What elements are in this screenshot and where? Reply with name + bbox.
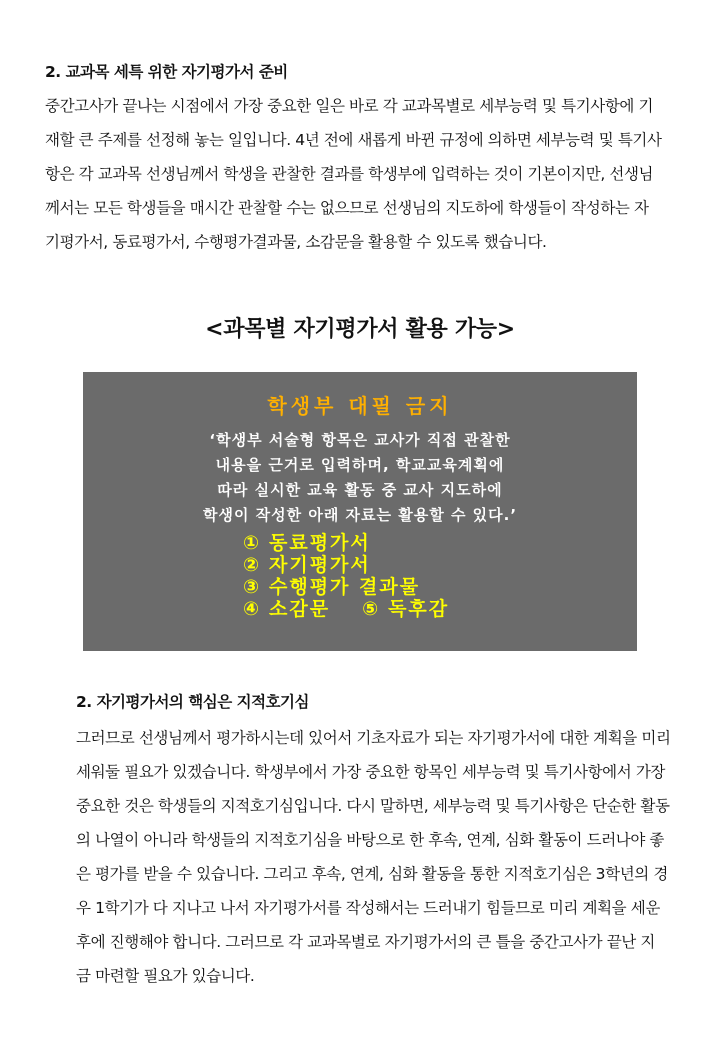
slide-item: [243, 576, 449, 598]
item-number: ②: [243, 554, 262, 576]
paragraph-line: 금 마련할 필요가 있습니다.: [76, 967, 255, 985]
item-label: 소감문: [269, 598, 331, 620]
slide-item: [243, 554, 449, 576]
figure-caption: <과목별 자기평가서 활용 가능>: [205, 317, 515, 342]
paragraph-line: 후에 진행해야 합니다. 그러므로 각 교과목별로 자기평가서의 큰 틀을 중간고사가 끝난 지: [76, 933, 655, 951]
item-number: ④: [243, 598, 262, 620]
slide-title: 학생부 대필 금지: [267, 394, 453, 418]
paragraph-line: 중간고사가 끝나는 시점에서 가장 중요한 일은 바로 각 교과목별로 세부능력 및 특기사항에 기: [45, 97, 654, 115]
section-2-heading: 2. 자기평가서의 핵심은 지적호기심: [76, 693, 309, 711]
paragraph-line: 항은 각 교과목 선생님께서 학생을 관찰한 결과를 학생부에 입력하는 것이 기본이지만, 선생님: [45, 165, 654, 183]
quote-line: 학생이 작성한 아래 자료는 활용할 수 있다.’: [202, 506, 518, 524]
section-1-heading: 2. 교과목 세특 위한 자기평가서 준비: [45, 63, 288, 81]
quote-line: 내용을 근거로 입력하며, 학교교육계획에: [215, 456, 505, 474]
paragraph-line: 세워둘 필요가 있겠습니다. 학생부에서 가장 중요한 항목인 세부능력 및 특기사항에서 가장: [76, 763, 666, 781]
item-label: 독후감: [388, 598, 450, 620]
item-label: 자기평가서: [269, 554, 371, 576]
paragraph-line: 그러므로 선생님께서 평가하시는데 있어서 기초자료가 되는 자기평가서에 대한 계획을 미리: [76, 729, 671, 747]
item-label: 동료평가서: [269, 532, 371, 554]
paragraph-line: 우 1학기가 다 지나고 나서 자기평가서를 작성해서는 드러내기 힘들므로 미리 계획을 세운: [76, 899, 660, 917]
quote-line: 따라 실시한 교육 활동 중 교사 지도하에: [217, 481, 503, 499]
paragraph-line: 기평가서, 동료평가서, 수행평가결과물, 소감문을 활용할 수 있도록 했습니다.: [45, 233, 547, 251]
quote-line: ‘학생부 서술형 항목은 교사가 직접 관찰한: [209, 431, 511, 449]
item-label: 수행평가 결과물: [269, 576, 421, 598]
paragraph-line: 은 평가를 받을 수 있습니다. 그리고 후속, 연계, 심화 활동을 통한 지적호기심은 3학년의 경: [76, 865, 668, 883]
paragraph-line: 께서는 모든 학생들을 매시간 관찰할 수는 없으므로 선생님의 지도하에 학생들이 작성하는 자: [45, 199, 649, 217]
item-number: ③: [243, 576, 262, 598]
section-2-paragraph: [76, 721, 690, 993]
slide-quote: [83, 428, 637, 528]
figure-slide-image: [83, 372, 637, 651]
section-1-paragraph: [45, 89, 690, 259]
item-number: ⑤: [362, 598, 381, 620]
slide-item: [243, 532, 449, 554]
paragraph-line: 재할 큰 주제를 선정해 놓는 일입니다. 4년 전에 새롭게 바뀐 규정에 의하면 세부능력 및 특기사: [45, 131, 662, 149]
paragraph-line: 중요한 것은 학생들의 지적호기심입니다. 다시 말하면, 세부능력 및 특기사항은 단순한 활동: [76, 797, 670, 815]
slide-item: [243, 598, 449, 620]
paragraph-line: 의 나열이 아니라 학생들의 지적호기심을 바탕으로 한 후속, 연계, 심화 활동이 드러나야 좋: [76, 831, 665, 849]
item-number: ①: [243, 532, 262, 554]
slide-item-list: [243, 532, 449, 620]
